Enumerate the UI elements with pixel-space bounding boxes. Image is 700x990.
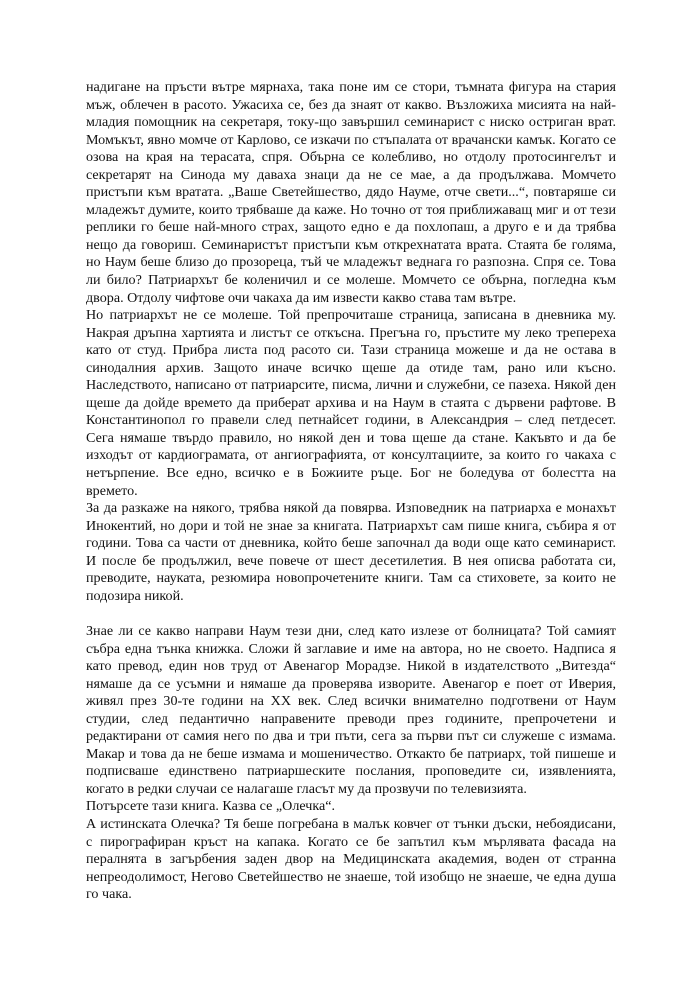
paragraph-4: Знае ли се какво направи Наум тези дни, след като излезе от болницата? Той самият събра една тънка книжка. Сложи й заглавие и име на автора, но не своето. Надписа я като превод, един нов труд от Авенагор Морадзе. Никой в издателството „Витезда“ нямаше да се усъмни и нямаше да проверява изворите. Авенагор е поет от Иверия, живял през 30-те години на XX век. След всички внимателно подготвени от Наум студии, след педантично направените преводи през годините, препрочетени и редактирани от самия него по два и три пъти, сега за първи път си служеше с измама. Макар и това да не беше измама и мошеничество. Откакто бе патриарх, той пишеше и подписваше единствено патриаршеските послания, проповедите си, изявленията, когато в редки случаи се налагаше гласът му да прозвучи по телевизията. — [86, 622, 616, 797]
paragraph-6: А истинската Олечка? Тя беше погребана в малък ковчег от тънки дъски, небоядисани, с пирографиран кръст на капака. Когато се бе запътил към мърлявата фасада на пералнята в загърбения заден двор на Медицинската академия, воден от странна непреодолимост, Негово Светейшество не знаеше, той изобщо не знаеше, че една душа го чака. — [86, 815, 616, 903]
paragraph-1: надигане на пръсти вътре мярнаха, така поне им се стори, тъмната фигура на стария мъж, облечен в расото. Ужасиха се, без да знаят от какво. Възложиха мисията на най-младия помощник на секретаря, току-що завършил семинарист с ниско остриган врат. Момъкът, явно момче от Карлово, се изкачи по стъпалата от врачански камък. Когато се озова на края на терасата, спря. Обърна се колебливо, но отдолу протосингелът и секретарят на Синода му даваха знаци да не се мае, а да продължава. Момчето пристъпи към вратата. „Ваше Светейшество, дядо Науме, отче свети...“, повтаряше си младежът думите, които трябваше да каже. Но точно от тоя приближаващ миг и от тези реплики го беше най-много страх, защото едно е да похлопаш, а друго е и да трябва нещо да говориш. Семинаристът пристъпи към открехнатата врата. Стаята бе голяма, но Наум беше близо до прозореца, тъй че младежът веднага го разпозна. Спря се. Това ли било? Патриархът бе коленичил и се молеше. Момчето се обърна, погледна към двора. Отдолу чифтове очи чакаха да им извести какво става там вътре. — [86, 79, 616, 306]
document-page — [86, 79, 616, 904]
paragraph-3: За да разкаже на някого, трябва някой да повярва. Изповедник на патриарха е монахът Инокентий, но дори и той не знае за книгата. Патриархът сам пише книга, събира я от години. Това са части от дневника, който беше започнал да води още като семинарист. И после бе продължил, вече повече от шест десетилетия. В нея описва работата си, преводите, науката, резюмира новопрочетените книги. Там са стиховете, за които не подозира никой. — [86, 500, 616, 604]
paragraph-5: Потърсете тази книга. Казва се „Олечка“. — [86, 798, 336, 815]
paragraph-2: Но патриархът не се молеше. Той препрочиташе страница, записана в дневника му. Накрая дръпна хартията и листът се откъсна. Прегъна го, пръстите му леко трепереха като от студ. Прибра листа под расото си. Тази страница можеше и да не остава в синодалния архив. Защото иначе всичко щеше да отиде там, рано или късно. Наследството, написано от патриарсите, писма, лични и служебни, се пазеха. Някой ден щеше да дойде времето да приберат архива и на Наум в стаята с дървени рафтове. В Константинопол го правели след петнайсет години, в Александрия – след петдесет. Сега нямаше твърдо правило, но някой ден и това щеше да стане. Какъвто и да бе изходът от кардиограмата, от ангиографията, от консултациите, за които го чакаха с нетърпение. Все едно, всичко е в Божиите ръце. Бог не боледува от болестта на времето. — [86, 307, 616, 499]
paragraph-spacer — [86, 605, 616, 623]
